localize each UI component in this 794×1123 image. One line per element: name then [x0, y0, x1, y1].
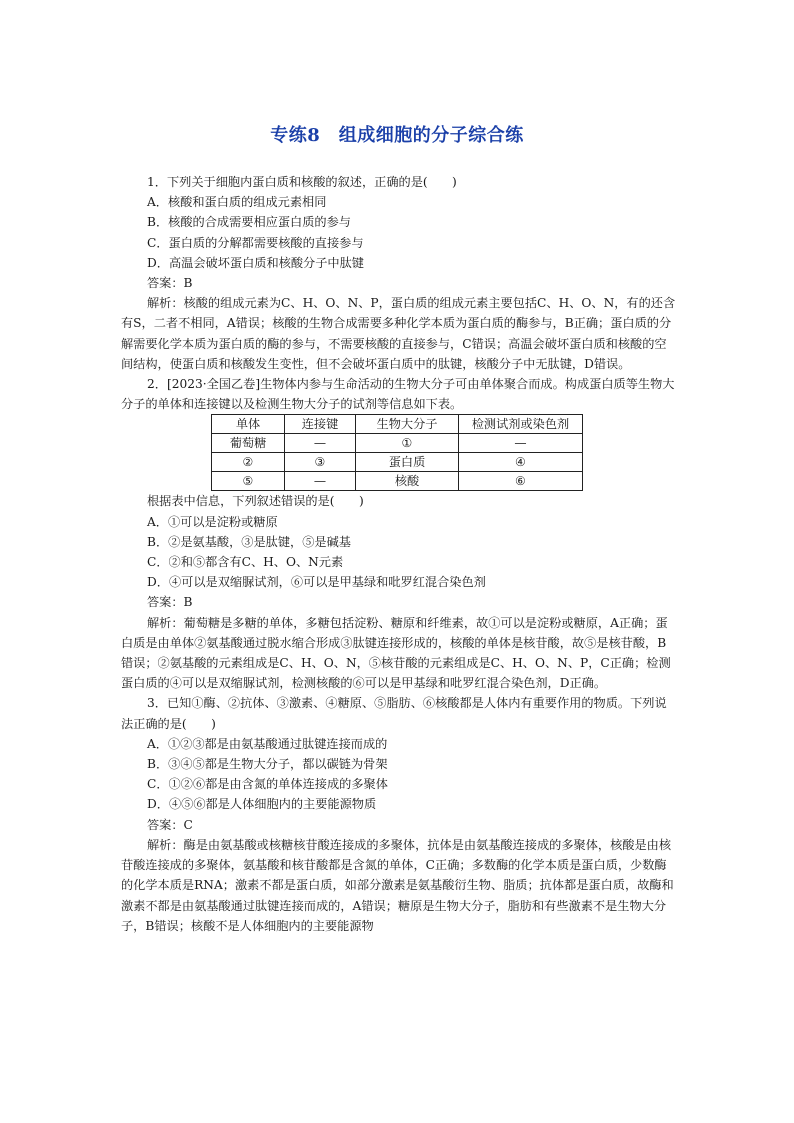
- table-header-cell: 单体: [212, 415, 285, 434]
- document-body: [121, 172, 677, 936]
- table-cell: 葡萄糖: [212, 434, 285, 453]
- q2-analysis: 解析：葡萄糖是多糖的单体，多糖包括淀粉、糖原和纤维素，故①可以是淀粉或糖原，A正确；蛋白质是由单体②氨基酸通过脱水缩合形成③肽键连接形成的，核酸的单体是核苷酸，故⑤是核苷酸，B错误；②氨基酸的元素组成是C、H、O、N，⑤核苷酸的元素组成是C、H、O、N、P，C正确；检测蛋白质的④可以是双缩脲试剂，检测核酸的⑥可以是甲基绿和吡罗红混合染色剂，D正确。: [121, 615, 671, 691]
- table-header-row: [212, 415, 583, 434]
- q3-option-c: C．①②⑥都是由含氮的单体连接成的多聚体: [147, 777, 388, 792]
- q1-answer: 答案：B: [147, 276, 193, 291]
- q2-table: [211, 414, 583, 491]
- table-header-cell: 连接键: [285, 415, 356, 434]
- page-title: 专练8 组成细胞的分子综合练: [270, 125, 524, 146]
- q1-option-d: D．高温会破坏蛋白质和核酸分子中肽键: [147, 255, 364, 270]
- q1-option-a: A．核酸和蛋白质的组成元素相同: [147, 195, 327, 210]
- q2-option-c: C．②和⑤都含有C、H、O、N元素: [147, 555, 344, 570]
- table-row: [212, 434, 583, 453]
- table-cell: ⑤: [212, 472, 285, 491]
- table-cell: ④: [459, 453, 583, 472]
- table-cell: —: [459, 434, 583, 453]
- table-cell: 核酸: [356, 472, 459, 491]
- q3-option-d: D．④⑤⑥都是人体细胞内的主要能源物质: [147, 797, 377, 812]
- q2-option-b: B．②是氨基酸，③是肽键，⑤是碱基: [147, 534, 351, 549]
- q2-option-a: A．①可以是淀粉或糖原: [147, 514, 278, 529]
- table-cell: ③: [285, 453, 356, 472]
- table-cell: —: [285, 434, 356, 453]
- q1-stem: 1．下列关于细胞内蛋白质和核酸的叙述，正确的是( ): [147, 175, 457, 189]
- table-header-cell: 检测试剂或染色剂: [459, 415, 583, 434]
- table-cell: ②: [212, 453, 285, 472]
- q1-analysis: 解析：核酸的组成元素为C、H、O、N、P，蛋白质的组成元素主要包括C、H、O、N，有的还含有S，二者不相同，A错误；核酸的生物合成需要多种化学本质为蛋白质的酶参与，B正确；蛋白质的分解需要化学本质为蛋白质的酶的参与，不需要核酸的直接参与，C错误；高温会破坏蛋白质和核酸的空间结构，使蛋白质和核酸发生变性，但不会破坏蛋白质中的肽键，核酸分子中无肽键，D错误。: [121, 296, 676, 371]
- q2-stem: 2．[2023·全国乙卷]生物体内参与生命活动的生物大分子可由单体聚合而成。构成蛋白质等生物大分子的单体和连接键以及检测生物大分子的试剂等信息如下表。: [121, 377, 675, 412]
- q3-answer: 答案：C: [147, 817, 193, 832]
- q1-option-c: C．蛋白质的分解都需要核酸的直接参与: [147, 235, 364, 250]
- table-row: [212, 472, 583, 491]
- table-row: [212, 453, 583, 472]
- table-cell: ⑥: [459, 472, 583, 491]
- q2-option-d: D．④可以是双缩脲试剂，⑥可以是甲基绿和吡罗红混合染色剂: [147, 575, 486, 590]
- table-header-cell: 生物大分子: [356, 415, 459, 434]
- q1-option-b: B．核酸的合成需要相应蛋白质的参与: [147, 215, 351, 230]
- q3-analysis: 解析：酶是由氨基酸或核糖核苷酸连接成的多聚体，抗体是由氨基酸连接成的多聚体，核酸是由核苷酸连接成的多聚体，氨基酸和核苷酸都是含氮的单体，C正确；多数酶的化学本质是蛋白质，少数酶的化学本质是RNA；激素不都是蛋白质，如部分激素是氨基酸衍生物、脂质；抗体都是蛋白质，故酶和激素不都是由氨基酸通过肽键连接而成的，A错误；糖原是生物大分子，脂肪和有些激素不是生物大分子，B错误；核酸不是人体细胞内的主要能源物: [121, 837, 674, 933]
- q2-question: 根据表中信息，下列叙述错误的是( ): [147, 494, 364, 509]
- q3-option-b: B．③④⑤都是生物大分子，都以碳链为骨架: [147, 757, 388, 772]
- q3-stem: 3．已知①酶、②抗体、③激素、④糖原、⑤脂肪、⑥核酸都是人体内有重要作用的物质。下列说法正确的是( ): [121, 696, 667, 731]
- table-cell: ①: [356, 434, 459, 453]
- table-cell: —: [285, 472, 356, 491]
- q2-answer: 答案：B: [147, 595, 193, 610]
- q3-option-a: A．①②③都是由氨基酸通过肽键连接而成的: [147, 736, 388, 751]
- table-cell: 蛋白质: [356, 453, 459, 472]
